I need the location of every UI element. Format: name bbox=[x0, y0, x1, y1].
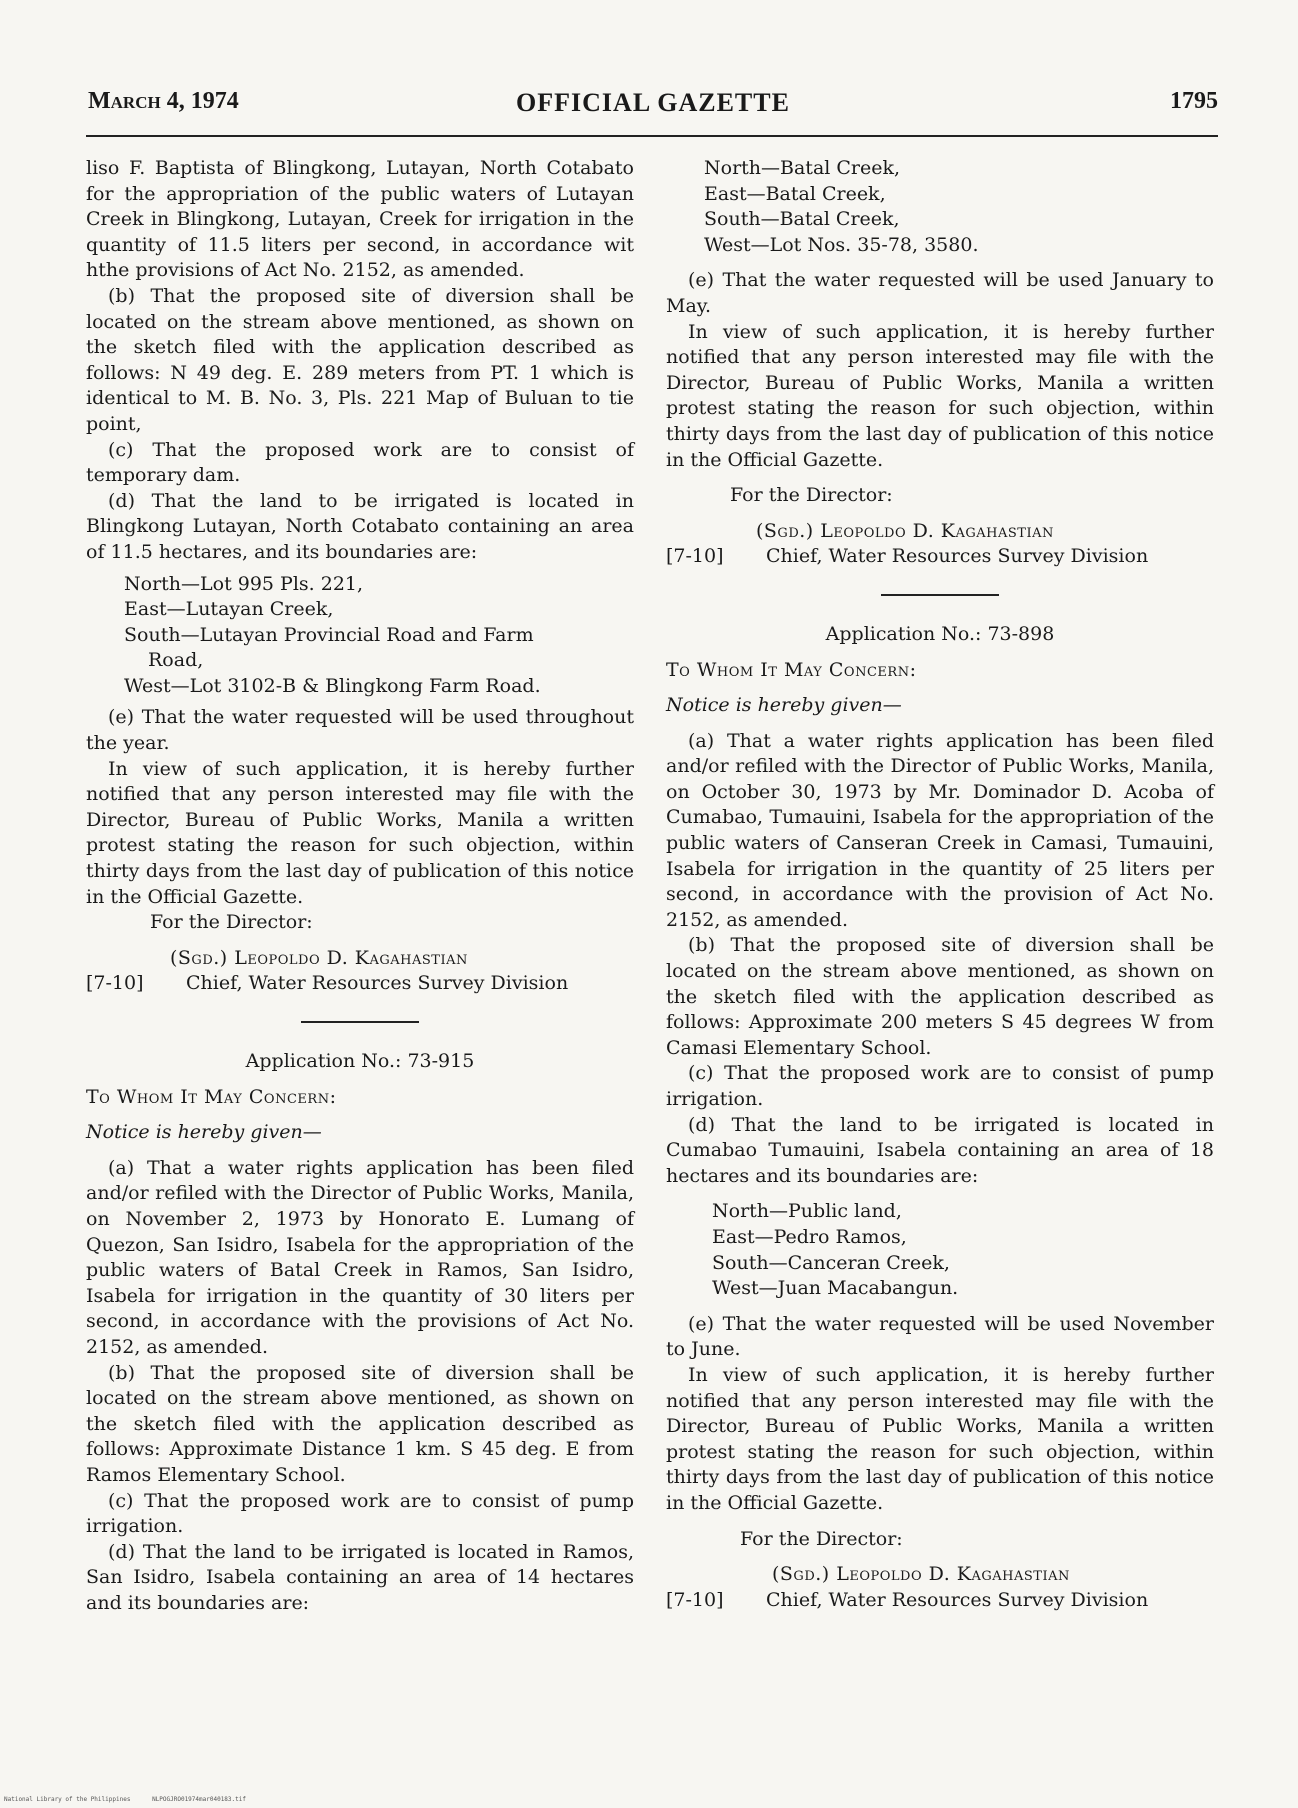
paragraph-a: (a) That a water rights application has been filed and/or refiled with the Director of Public Works, Manila, on October 30, 1973 by Mr. Dominador D. Acoba of Cumabao, Tumauini, Isabela for the appropriation of the public waters of Canseran Creek in Camasi, Tumauini, Isabela for irrigation in the quantity of 25 liters per second, in accordance with the provision of Act No. 2152, as amended. bbox=[666, 729, 1214, 931]
for-director: For the Director: bbox=[740, 1527, 903, 1550]
boundary-north: North—Batal Creek, bbox=[704, 157, 901, 179]
signature bbox=[86, 946, 634, 972]
paragraph-b: (b) That the proposed site of diversion shall be located on the stream above mentioned, as shown on the sketch filed with the application described as follows: N 49 deg. E. 289 meters from PT. 1 which is identical to M. B. No. 3, Pls. 221 Map of Buluan to tie point, bbox=[86, 284, 634, 435]
boundary-south-cont: Road, bbox=[148, 649, 204, 672]
library-credit: National Library of the Philippines bbox=[4, 1796, 131, 1803]
scan-filename: NLPOGJRO01974mar040183.tif bbox=[152, 1796, 246, 1803]
paragraph-c: (c) That the proposed work are to consist of temporary dam. bbox=[86, 438, 634, 487]
signatory-title: Chief, Water Resources Survey Division bbox=[186, 972, 569, 995]
for-director: For the Director: bbox=[150, 911, 313, 934]
boundary-north: North—Public land, bbox=[712, 1200, 902, 1223]
paragraph-e: (e) That the water requested will be used November to June. bbox=[666, 1312, 1214, 1361]
boundary-south: South—Lutayan Provincial Road and Farm bbox=[124, 623, 534, 646]
signature-title-row bbox=[666, 1588, 1214, 1614]
reference-code: [7-10] bbox=[86, 972, 144, 995]
paragraph-d: (d) That the land to be irrigated is located in Cumabao Tumauini, Isabela containing an area of 18 hectares and its boundaries are: bbox=[666, 1113, 1214, 1187]
paragraph-e: (e) That the water requested will be used throughout the year. bbox=[86, 706, 634, 755]
for-director: For the Director: bbox=[730, 484, 893, 507]
boundary-south: South—Batal Creek, bbox=[704, 208, 900, 231]
boundary-west: West—Lot Nos. 35-78, 3580. bbox=[704, 233, 979, 256]
paragraph-e: (e) That the water requested will be used January to May. bbox=[666, 269, 1214, 317]
scan-footer bbox=[4, 1796, 264, 1803]
page-number: 1795 bbox=[1170, 88, 1218, 114]
paragraph-d: (d) That the land to be irrigated is located in Blingkong Lutayan, North Cotabato containing an area of 11.5 hectares, and its boundaries are: bbox=[86, 489, 634, 563]
boundary-east: East—Batal Creek, bbox=[704, 182, 886, 205]
signature bbox=[666, 1562, 1214, 1588]
issue-date: March 4, 1974 bbox=[88, 88, 239, 114]
page-header bbox=[88, 88, 1218, 128]
paragraph-c: (c) That the proposed work are to consist of pump irrigation. bbox=[86, 1489, 634, 1538]
salutation: To Whom It May Concern: bbox=[666, 658, 917, 681]
paragraph-b: (b) That the proposed site of diversion shall be located on the stream above mentioned, as shown on the sketch filed with the application described as follows: Approximate Distance 1 km. S 45 deg. E from Ramos Elementary School. bbox=[86, 1361, 634, 1486]
paragraph-protest: In view of such application, it is hereby further notified that any person interested may file with the Director, Bureau of Public Works, Manila a written protest stating the reason for such objection, within thirty days from the last day of publication of this notice in the Official Gazette. bbox=[86, 757, 634, 908]
boundary-west: West—Lot 3102-B & Blingkong Farm Road. bbox=[124, 674, 541, 697]
salutation: To Whom It May Concern: bbox=[86, 1085, 337, 1108]
paragraph-c: (c) That the proposed work are to consist of pump irrigation. bbox=[666, 1062, 1214, 1110]
reference-code: [7-10] bbox=[666, 1588, 724, 1611]
header-rule bbox=[86, 135, 1218, 137]
reference-code: [7-10] bbox=[666, 545, 724, 568]
notice-intro: Notice is hereby given— bbox=[666, 694, 902, 717]
boundary-west: West—Juan Macabangun. bbox=[712, 1277, 959, 1300]
paragraph-a: (a) That a water rights application has been filed and/or refiled with the Director of Public Works, Manila, on November 2, 1973 by Honorato E. Lumang of Quezon, San Isidro, Isabela for the appropriation of the public waters of Batal Creek in Ramos, San Isidro, Isabela for irrigation in the quantity of 30 liters per second, in accordance with the provisions of Act No. 2152, as amended. bbox=[86, 1156, 634, 1358]
boundary-south: South—Canceran Creek, bbox=[712, 1251, 950, 1274]
signatory: (Sgd.) Leopoldo D. Kagahastian bbox=[756, 519, 1054, 542]
section-divider bbox=[881, 594, 999, 596]
right-column bbox=[666, 156, 1214, 1613]
paragraph-d: (d) That the land to be irrigated is located in Ramos, San Isidro, Isabela containing an area of 14 hectares and its boundaries are: bbox=[86, 1540, 634, 1614]
boundary-east: East—Pedro Ramos, bbox=[712, 1225, 907, 1248]
publication-title: OFFICIAL GAZETTE bbox=[516, 88, 790, 117]
paragraph-protest: In view of such application, it is hereby further notified that any person interested may file with the Director, Bureau of Public Works, Manila a written protest stating the reason for such objection, within thirty days from the last day of publication of this notice in the Official Gazette. bbox=[666, 320, 1214, 471]
boundary-north: North—Lot 995 Pls. 221, bbox=[124, 572, 364, 595]
left-column bbox=[86, 156, 634, 1616]
section-divider bbox=[301, 1021, 419, 1023]
notice-intro: Notice is hereby given— bbox=[86, 1121, 322, 1144]
signatory: (Sgd.) Leopoldo D. Kagahastian bbox=[772, 1563, 1070, 1586]
application-number: Application No.: 73-898 bbox=[825, 622, 1055, 645]
paragraph-protest: In view of such application, it is hereby further notified that any person interested may file with the Director, Bureau of Public Works, Manila a written protest stating the reason for such objection, within thirty days from the last day of publication of this notice in the Official Gazette. bbox=[666, 1363, 1214, 1514]
paragraph-continued: liso F. Baptista of Blingkong, Lutayan, North Cotabato for the appropriation of the public waters of Lutayan Creek in Blingkong, Lutayan, Creek for irrigation in the quantity of 11.5 liters per second, in accordance wit hthe provisions of Act No. 2152, as amended. bbox=[86, 157, 634, 282]
signature-title-row bbox=[666, 544, 1214, 570]
paragraph-b: (b) That the proposed site of diversion shall be located on the stream above mentioned, as shown on the sketch filed with the application described as follows: Approximate 200 meters S 45 degrees W from Camasi Elementary School. bbox=[666, 934, 1214, 1059]
signatory: (Sgd.) Leopoldo D. Kagahastian bbox=[170, 946, 468, 969]
application-number: Application No.: 73-915 bbox=[245, 1050, 475, 1072]
signatory-title: Chief, Water Resources Survey Division bbox=[766, 545, 1149, 568]
boundary-east: East—Lutayan Creek, bbox=[124, 598, 334, 621]
signatory-title: Chief, Water Resources Survey Division bbox=[766, 1588, 1149, 1611]
signature bbox=[666, 519, 1214, 545]
signature-title-row bbox=[86, 971, 634, 997]
